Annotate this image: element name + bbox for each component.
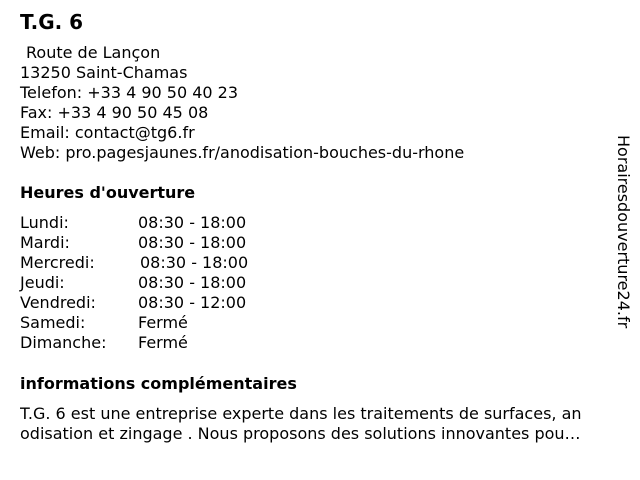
hours-heading: Heures d'ouverture: [20, 183, 196, 202]
web-line: Web: pro.pagesjaunes.fr/anodisation-bouches-du-rhone: [20, 143, 465, 162]
hours-row-vendredi: [20, 293, 320, 313]
description: [20, 404, 632, 444]
hours-row-lundi: [20, 213, 320, 233]
hours-time: 08:30 - 18:00: [138, 233, 247, 252]
hours-day: Jeudi:: [20, 273, 65, 292]
watermark-text: Horairesdouverture24.fr: [614, 135, 633, 329]
business-name: T.G. 6: [20, 10, 84, 34]
hours-time: 08:30 - 12:00: [138, 293, 247, 312]
description-line: odisation et zingage . Nous proposons des solutions innovantes pou…: [20, 424, 581, 443]
phone-line: Telefon: +33 4 90 50 40 23: [20, 83, 239, 102]
hours-day: Mercredi:: [20, 253, 95, 272]
email-line: Email: contact@tg6.fr: [20, 123, 195, 142]
info-heading: informations complémentaires: [20, 374, 297, 393]
watermark-vertical: [610, 135, 636, 370]
fax-line: Fax: +33 4 90 50 45 08: [20, 103, 209, 122]
hours-day: Vendredi:: [20, 293, 96, 312]
hours-row-samedi: [20, 313, 320, 333]
hours-row-mardi: [20, 233, 320, 253]
contact-block: [20, 43, 464, 163]
hours-time: 08:30 - 18:00: [140, 253, 249, 272]
hours-day: Lundi:: [20, 213, 69, 232]
hours-day: Mardi:: [20, 233, 70, 252]
hours-time: 08:30 - 18:00: [138, 273, 247, 292]
description-line: T.G. 6 est une entreprise experte dans les traitements de surfaces, an: [20, 404, 582, 423]
hours-time: Fermé: [138, 333, 188, 352]
hours-table: [20, 213, 320, 353]
address-city: 13250 Saint-Chamas: [20, 63, 188, 82]
hours-row-dimanche: [20, 333, 320, 353]
hours-time: Fermé: [138, 313, 188, 332]
hours-row-mercredi: [20, 253, 320, 273]
hours-day: Dimanche:: [20, 333, 107, 352]
hours-row-jeudi: [20, 273, 320, 293]
hours-day: Samedi:: [20, 313, 86, 332]
hours-time: 08:30 - 18:00: [138, 213, 247, 232]
address-street: Route de Lançon: [26, 43, 161, 62]
